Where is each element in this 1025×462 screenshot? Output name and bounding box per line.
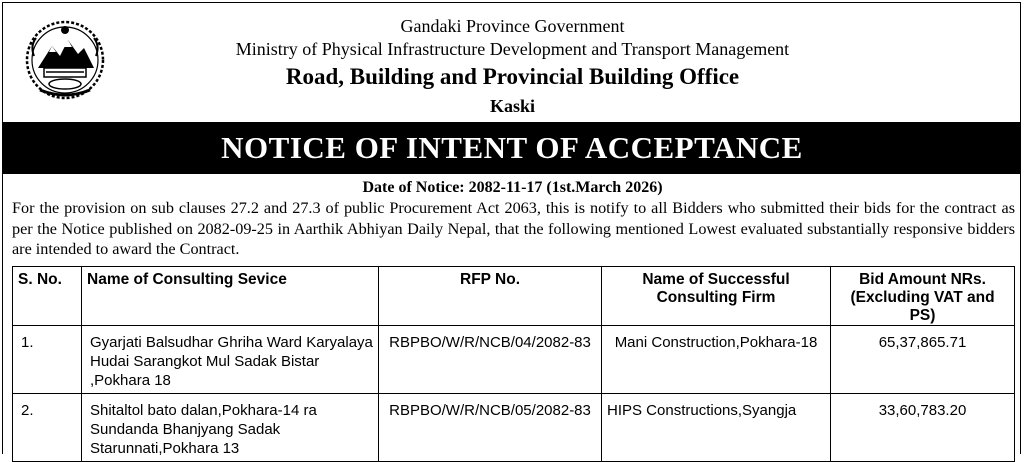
awards-table [12,266,1015,462]
col-header-firm: Name of Successful Consulting Firm [602,267,831,326]
col-header-rfp: RFP No. [379,267,602,326]
row-amount: 33,60,783.20 [831,394,1015,462]
notice-title-banner: NOTICE OF INTENT OF ACCEPTANCE [3,122,1021,174]
row-firm: Mani Construction,Pokhara-18 [602,326,831,394]
province-government-title: Gandaki Province Government [400,16,625,36]
row-sno: 2. [13,394,82,462]
notice-body-text: For the provision on sub clauses 27.2 and 27.3 of public Procurement Act 2063, this is notify to all Bidders who submitted their bids for the contract as per the Notice published on 2082-09-25 in Aarthik Abhiyan Daily Nepal, that the following mentioned Lowest evaluated substantially responsive bidders are intended to award the Contract. [12,199,1015,258]
row-rfp: RBPBO/W/R/NCB/05/2082-83 [379,394,602,462]
row-service: Shitaltol bato dalan,Pokhara-14 ra Sundanda Bhanjyang Sadak Starunnati,Pokhara 13 [82,394,379,462]
col-header-service: Name of Consulting Sevice [82,267,379,326]
office-location: Kaski [489,96,536,116]
ministry-title: Ministry of Physical Infrastructure Development and Transport Management [235,39,790,59]
row-rfp: RBPBO/W/R/NCB/04/2082-83 [379,326,602,394]
table-header-row [13,267,1015,326]
col-header-amount: Bid Amount NRs. (Excluding VAT and PS) [831,267,1015,326]
row-service: Gyarjati Balsudhar Ghriha Ward Karyalaya Hudai Sarangkot Mul Sadak Bistar ,Pokhara 18 [82,326,379,394]
row-amount: 65,37,865.71 [831,326,1015,394]
row-firm: HIPS Constructions,Syangja [602,394,831,462]
notice-date: Date of Notice: 2082-11-17 (1st.March 2026) [362,179,663,196]
row-sno: 1. [13,326,82,394]
col-header-sno: S. No. [13,267,82,326]
table-row [13,326,1015,394]
table-row [13,394,1015,462]
office-title: Road, Building and Provincial Building Office [285,64,740,89]
